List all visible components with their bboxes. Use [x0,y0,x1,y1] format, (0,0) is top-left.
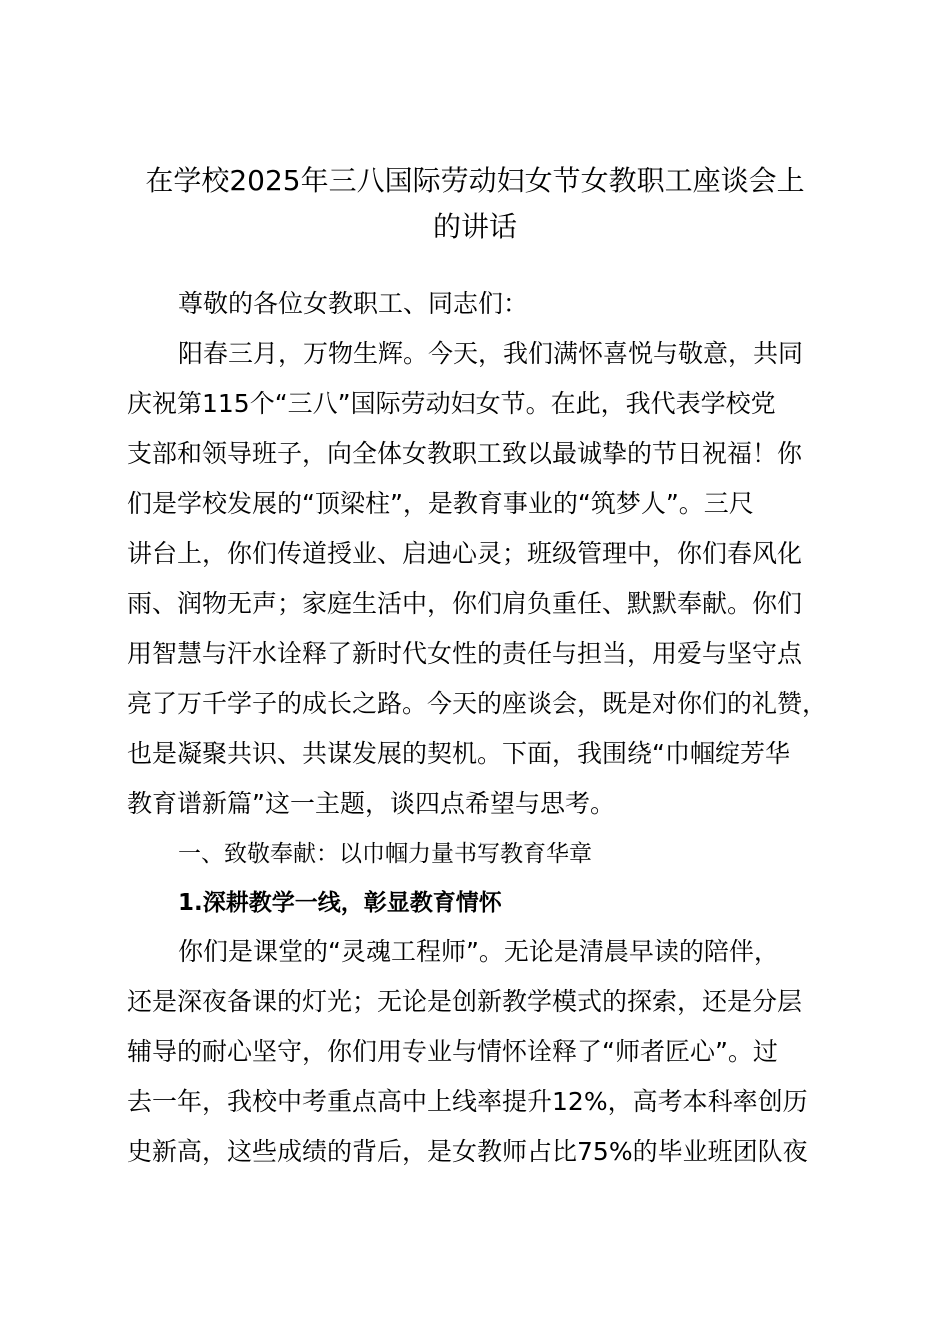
paragraph-2-line: 你们是课堂的“灵魂工程师”。无论是清晨早读的陪伴， [178,937,779,966]
paragraph-1-line: 用智慧与汗水诠释了新时代女性的责任与担当，用爱与坚守点 [127,639,803,668]
paragraph-2-line: 史新高，这些成绩的背后，是女教师占比75%的毕业班团队夜 [127,1137,808,1166]
subsection-1-heading: 1.深耕教学一线，彰显教育情怀 [178,890,502,916]
paragraph-2-line: 辅导的耐心坚守，你们用专业与情怀诠释了“师者匠心”。过 [127,1037,778,1066]
title-line-1: 在学校2025年三八国际劳动妇女节女教职工座谈会上 [145,164,805,197]
paragraph-1-line: 支部和领导班子，向全体女教职工致以最诚挚的节日祝福！你 [127,439,803,468]
section-1-heading: 一、致敬奉献：以巾帼力量书写教育华章 [178,841,592,867]
paragraph-1-line: 雨、润物无声；家庭生活中，你们肩负重任、默默奉献。你们 [127,589,803,618]
paragraph-2-line: 去一年，我校中考重点高中上线率提升12%，高考本科率创历 [127,1087,808,1116]
paragraph-1-line: 们是学校发展的“顶梁柱”，是教育事业的“筑梦人”。三尺 [127,489,754,518]
paragraph-1-line: 庆祝第115个“三八”国际劳动妇女节。在此，我代表学校党 [127,389,776,418]
title-line-2: 的讲话 [432,210,517,243]
paragraph-1-line: 教育谱新篇”这一主题，谈四点希望与思考。 [127,789,615,818]
paragraph-1-line: 阳春三月，万物生辉。今天，我们满怀喜悦与敬意，共同 [178,339,804,368]
salutation: 尊敬的各位女教职工、同志们： [178,289,529,318]
paragraph-1-line: 也是凝聚共识、共谋发展的契机。下面，我围绕“巾帼绽芳华 [127,739,790,768]
paragraph-1-line: 讲台上，你们传道授业、启迪心灵；班级管理中，你们春风化 [127,539,803,568]
paragraph-2-line: 还是深夜备课的灯光；无论是创新教学模式的探索，还是分层 [127,987,803,1016]
paragraph-1-line: 亮了万千学子的成长之路。今天的座谈会，既是对你们的礼赞， [127,689,828,718]
document-title [120,158,830,250]
